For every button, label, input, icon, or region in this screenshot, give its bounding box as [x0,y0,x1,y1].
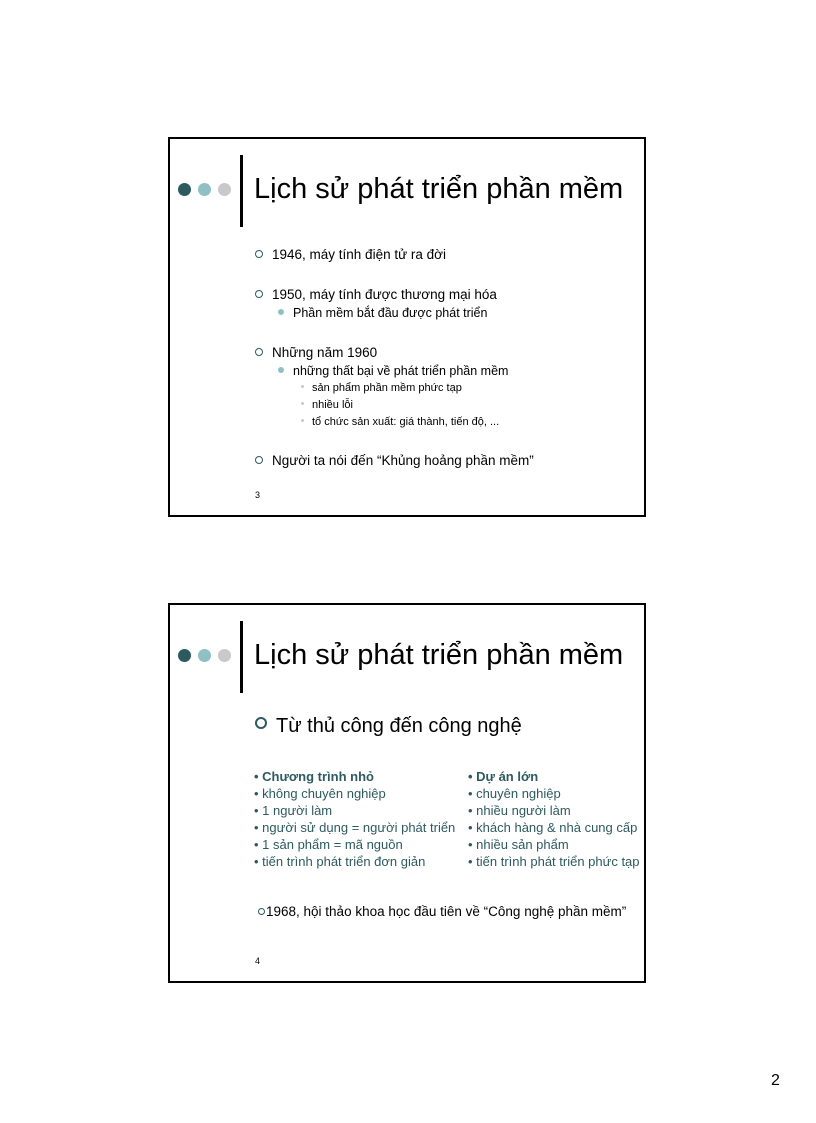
heading-text: Từ thủ công đến công nghệ [276,715,522,737]
slide-title: Lịch sử phát triển phần mềm [254,639,624,671]
light-teal-dot-icon [198,183,211,196]
title-divider [240,155,243,227]
circle-bullet-icon [258,908,265,915]
slide-number: 3 [255,490,261,500]
column-item: • không chuyên nghiệp [254,786,386,801]
dot-bullet-icon [278,367,284,373]
page-number: 2 [771,1072,780,1089]
slide-title: Lịch sử phát triển phần mềm [254,173,624,205]
bullet-level3 [301,416,499,428]
bullet-text: tổ chức sản xuất: giá thành, tiến độ, ... [312,416,500,428]
column-item: • chuyên nghiệp [468,786,561,801]
circle-bullet-icon [255,290,263,298]
dark-teal-dot-icon [178,649,191,662]
column-heading: • Chương trình nhỏ [254,769,374,784]
bullet-level3 [301,382,462,394]
column-item: • người sử dụng = người phát triển [254,820,456,835]
dot-bullet-icon [278,309,284,315]
column-item: • nhiều người làm [468,803,571,818]
circle-bullet-icon [255,250,263,258]
gray-dot-icon [218,649,231,662]
bullet-level1 [255,247,446,262]
bullet-text: những thất bại về phát triển phần mềm [293,364,509,378]
title-divider [240,621,243,693]
column-item: • 1 sản phẩm = mã nguồn [254,837,403,852]
bullet-level3 [301,399,353,411]
column-item: • tiến trình phát triển phức tạp [468,854,640,869]
bullet-level1 [255,345,377,360]
bullet-text: Phần mềm bắt đầu được phát triển [293,306,488,320]
slide-4 [168,603,646,983]
bullet-text: Những năm 1960 [272,345,378,360]
bullet-level1 [255,453,534,468]
note-text: 1968, hội thảo khoa học đầu tiên về “Công nghệ phần mềm” [266,904,627,919]
slide-number: 4 [255,956,261,966]
circle-bullet-icon [255,717,267,729]
small-dot-bullet-icon [301,385,304,388]
decorative-dots-icon [178,183,231,197]
small-dot-bullet-icon [301,402,304,405]
column-item: • nhiều sản phẩm [468,837,569,852]
column-heading: • Dự án lớn [468,769,539,784]
light-teal-dot-icon [198,649,211,662]
small-dot-bullet-icon [301,419,304,422]
column-item: • tiến trình phát triển đơn giản [254,854,426,869]
column-item: • khách hàng & nhà cung cấp [468,820,638,835]
slide-3 [168,137,646,517]
bullet-text: 1950, máy tính được thương mại hóa [272,287,497,302]
column-item: • 1 người làm [254,803,333,818]
bullet-text: sản phẩm phần mềm phức tạp [312,382,462,394]
circle-bullet-icon [255,348,263,356]
dark-teal-dot-icon [178,183,191,196]
bullet-text: 1946, máy tính điện tử ra đời [272,247,446,262]
bullet-level2 [278,364,508,378]
bullet-level2 [278,306,487,320]
circle-bullet-icon [255,456,263,464]
history-note [258,904,626,919]
bullet-level1 [255,287,497,302]
section-heading [255,715,522,738]
decorative-dots-icon [178,649,231,663]
bullet-text: Người ta nói đến “Khủng hoảng phần mềm” [272,453,534,468]
gray-dot-icon [218,183,231,196]
bullet-text: nhiều lỗi [312,399,353,411]
large-projects-column [468,768,640,870]
small-programs-column [254,768,455,870]
